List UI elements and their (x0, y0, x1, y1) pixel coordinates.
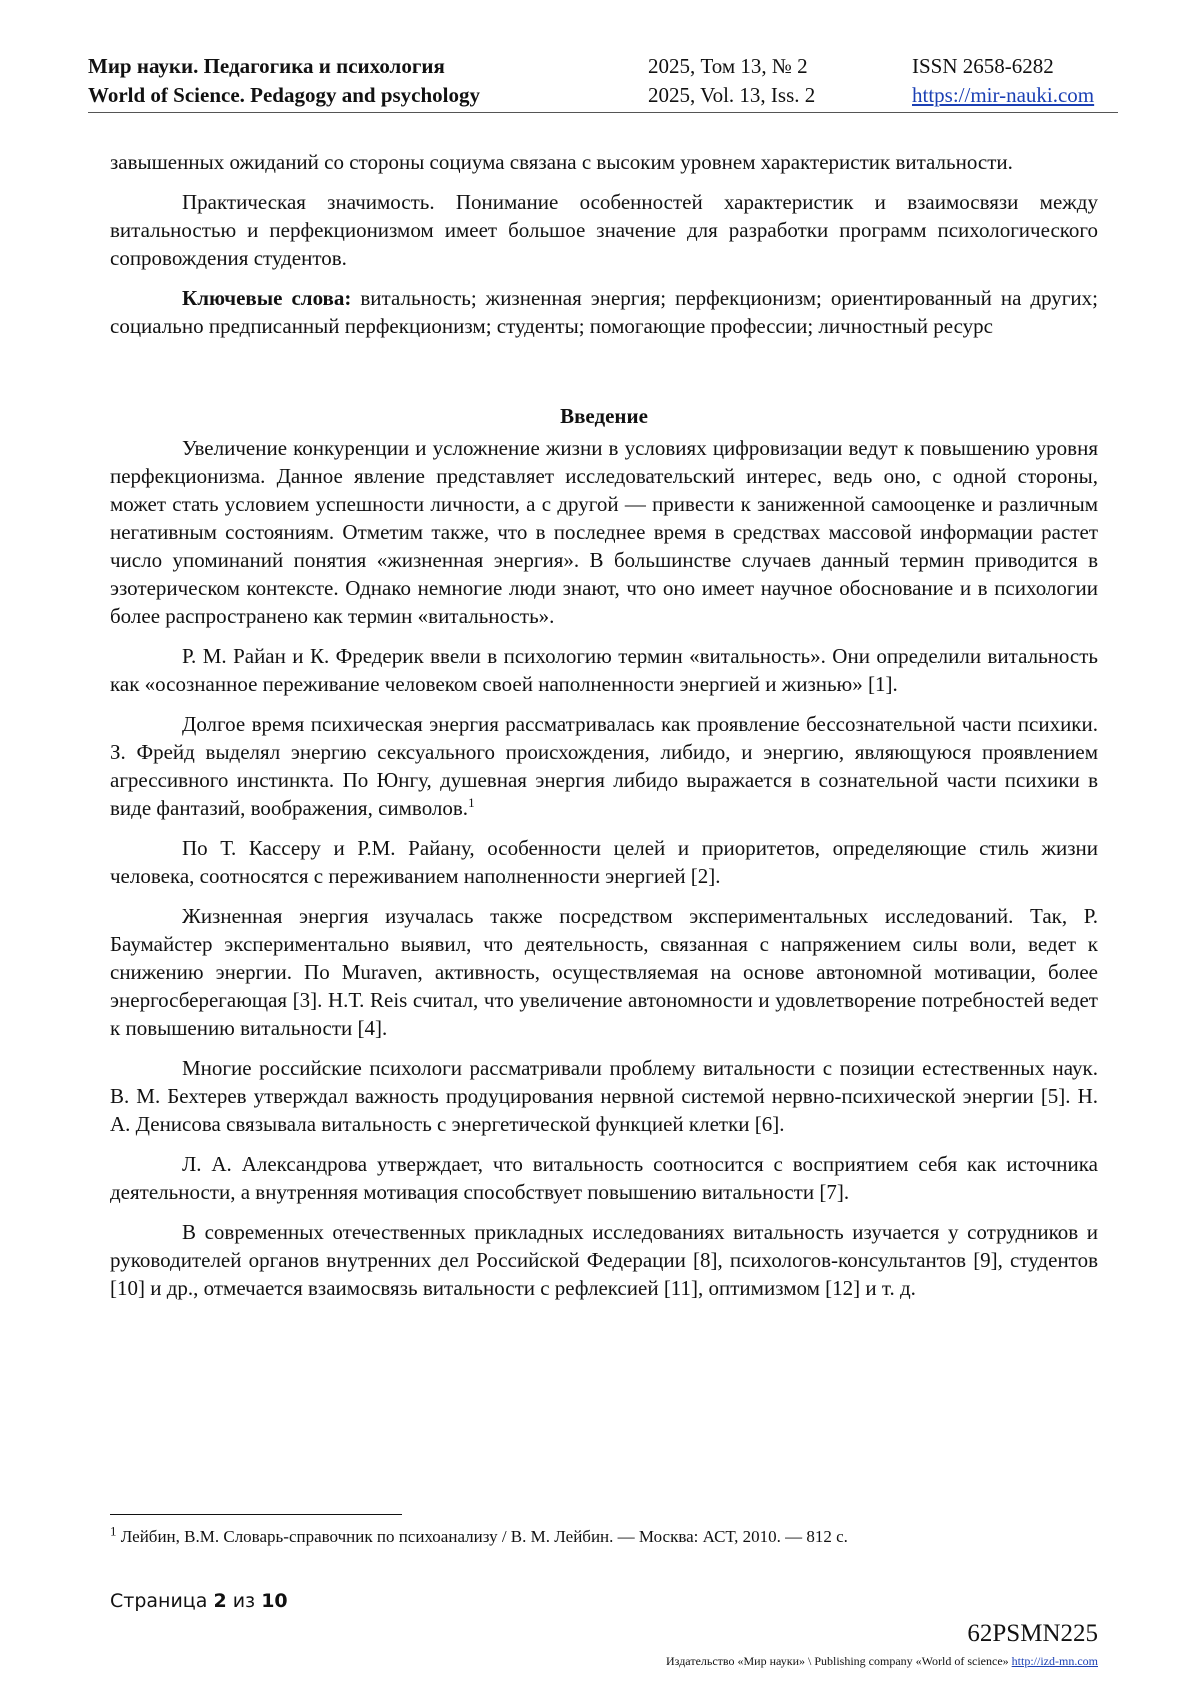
journal-title-ru: Мир науки. Педагогика и психология (88, 54, 445, 78)
paragraph: Практическая значимость. Понимание особенностей характеристик и взаимосвязи между витальностью и перфекционизмом имеет большое значение для разработки программ психологического сопровождения студентов. (110, 190, 1098, 270)
footnote-divider (110, 1514, 402, 1515)
page-total: 10 (261, 1590, 288, 1612)
keywords-label: Ключевые слова: (182, 286, 352, 310)
paragraph-with-footnote (110, 710, 1098, 822)
paragraph-text: Долгое время психическая энергия рассматривалась как проявление бессознательной части психики. З. Фрейд выделял энергию сексуального происхождения, либидо, и энергию, являющуюся проявлением агрессивного инстинкта. По Юнгу, душевная энергия либидо выражается в сознательной части психики в виде фантазий, воображения, символов. (110, 712, 1098, 820)
volume-block (648, 52, 815, 110)
paragraph: Многие российские психологи рассматривали проблему витальности с позиции естественных наук. В. М. Бехтерев утверждал важность продуцирования нервной системой нервно-психической энергии [5]. Н. А. Денисова связывала витальность с энергетической функцией клетки [6]. (110, 1056, 1098, 1136)
volume-ru: 2025, Том 13, № 2 (648, 54, 808, 78)
page-number (110, 1590, 288, 1612)
footnote-number: 1 (110, 1523, 117, 1539)
article-code: 62PSMN225 (967, 1620, 1098, 1647)
journal-url-link[interactable]: https://mir-nauki.com (912, 83, 1095, 107)
paragraph: Жизненная энергия изучалась также посредством экспериментальных исследований. Так, Р. Баумайстер экспериментально выявил, что деятельность, связанная с напряжением силы воли, ведет к снижению энергии. По Muraven, активность, осуществляемая на основе автономной мотивации, более энергосберегающая [3]. Н.Т. Reis считал, что увеличение автономности и удовлетворение потребностей ведет к повышению витальности [4]. (110, 904, 1098, 1040)
page-current: 2 (213, 1590, 227, 1612)
paragraph: В современных отечественных прикладных исследованиях витальность изучается у сотрудников и руководителей органов внутренних дел Российской Федерации [8], психологов-консультантов [9], студентов [10] и др., отмечается взаимосвязь витальности с рефлексией [11], оптимизмом [12] и т. д. (110, 1220, 1098, 1300)
publisher-line (666, 1654, 1098, 1669)
paragraph: По Т. Кассеру и Р.М. Райану, особенности целей и приоритетов, определяющие стиль жизни человека, соотносятся с переживанием наполненности энергией [2]. (110, 836, 1098, 888)
publisher-text: Издательство «Мир науки» \ Publishing company «World of science» (666, 1654, 1012, 1668)
keywords-paragraph (110, 284, 1098, 340)
paragraph: завышенных ожиданий со стороны социума связана с высоким уровнем характеристик витальности. (110, 150, 1013, 174)
paragraph: Увеличение конкуренции и усложнение жизни в условиях цифровизации ведут к повышению уровня перфекционизма. Данное явление представляет исследовательский интерес, ведь оно, с одной стороны, может стать условием успешности личности, а с другой — привести к заниженной самооценке и различным негативным состояниям. Отметим также, что в последнее время в средствах массовой информации растет число упоминаний понятия «жизненная энергия». В большинстве случаев данный термин приводится в эзотерическом контексте. Однако немногие люди знают, что оно имеет научное обоснование и в психологии более распространено как термин «витальность». (110, 436, 1098, 628)
issn-block (912, 52, 1094, 110)
page-mid: из (226, 1590, 262, 1612)
article-body (110, 148, 1098, 1314)
footnote-mark[interactable]: 1 (468, 795, 475, 810)
paragraph: Л. А. Александрова утверждает, что витальность соотносится с восприятием себя как источника деятельности, а внутренняя мотивация способствует повышению витальности [7]. (110, 1152, 1098, 1204)
publisher-link[interactable]: http://izd-mn.com (1011, 1654, 1098, 1668)
keywords-text: витальность; жизненная энергия; перфекционизм; ориентированный на других; социально предписанный перфекционизм; студенты; помогающие профессии; личностный ресурс (110, 286, 1098, 338)
issn: ISSN 2658-6282 (912, 54, 1054, 78)
journal-title-block (88, 52, 480, 110)
footnote (110, 1523, 848, 1548)
section-heading: Введение (560, 404, 648, 428)
footnote-text: Лейбин, В.М. Словарь-справочник по психоанализу / В. М. Лейбин. — Москва: АСТ, 2010. — 812 с. (116, 1527, 848, 1546)
page-prefix: Страница (110, 1590, 214, 1612)
paragraph: Р. М. Райан и К. Фредерик ввели в психологию термин «витальность». Они определили витальность как «осознанное переживание человеком своей наполненности энергией и жизнью» [1]. (110, 644, 1098, 696)
volume-en: 2025, Vol. 13, Iss. 2 (648, 83, 816, 107)
journal-header (88, 52, 1118, 113)
journal-title-en: World of Science. Pedagogy and psychology (88, 83, 481, 107)
